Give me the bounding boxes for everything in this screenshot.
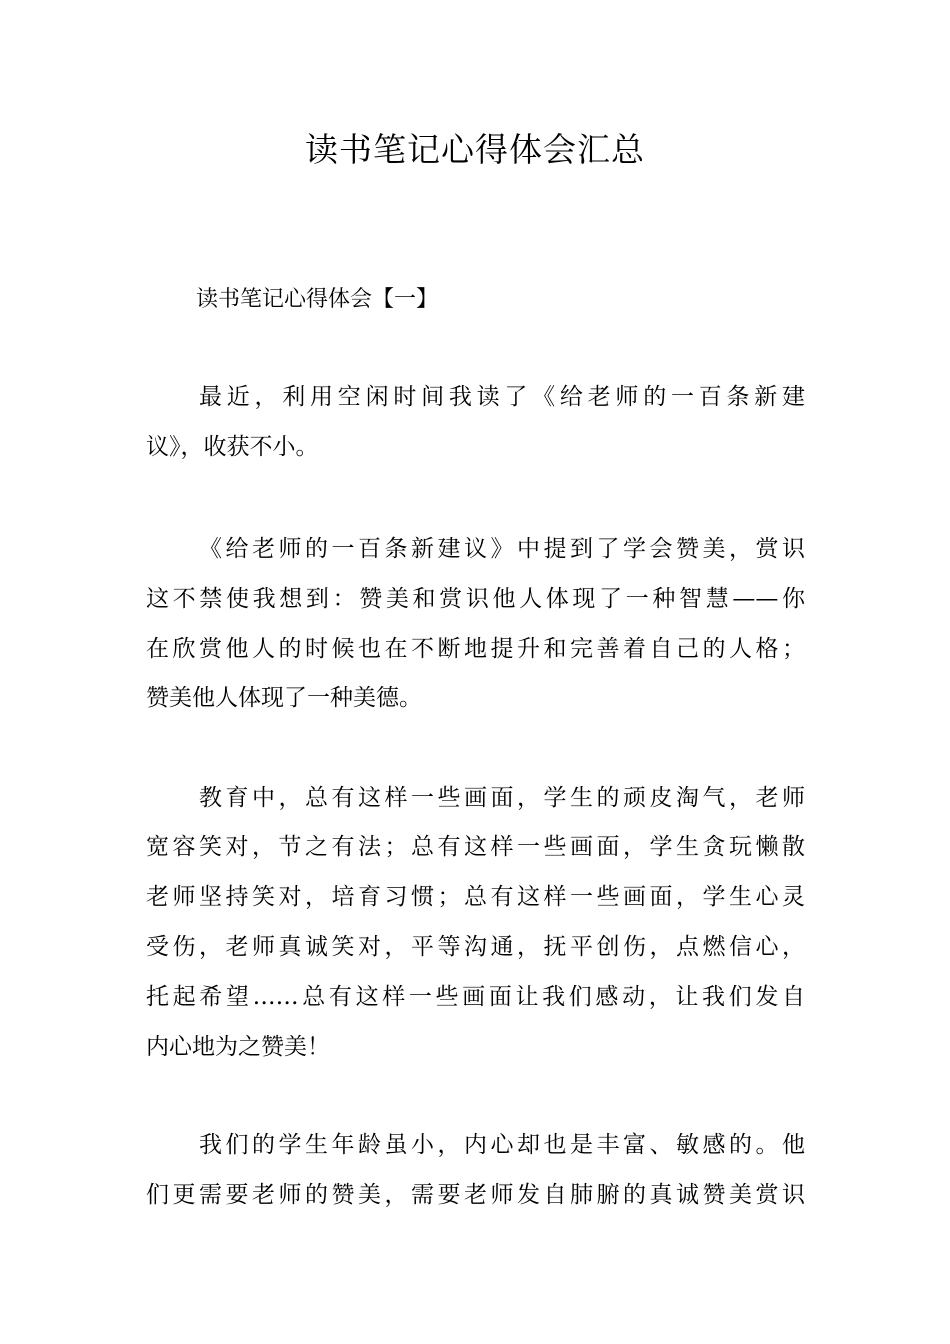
paragraph-3-line-5: 托起希望……总有这样一些画面让我们感动，让我们发自 xyxy=(146,984,805,1010)
paragraph-3-line-4: 受伤，老师真诚笑对，平等沟通，抚平创伤，点燃信心， xyxy=(146,934,805,960)
paragraph-1-line-1: 最近，利用空闲时间我读了《给老师的一百条新建 xyxy=(199,384,805,410)
section-heading: 读书笔记心得体会【一】 xyxy=(196,287,439,312)
paragraph-4-line-2: 们更需要老师的赞美，需要老师发自肺腑的真诚赞美赏识 xyxy=(146,1182,805,1208)
paragraph-2-line-4: 赞美他人体现了一种美德。 xyxy=(146,685,422,711)
paragraph-3-line-1: 教育中，总有这样一些画面，学生的顽皮淘气，老师 xyxy=(199,785,805,811)
paragraph-2-line-3: 在欣赏他人的时候也在不断地提升和完善着自己的人格； xyxy=(146,636,805,662)
document-title: 读书笔记心得体会汇总 xyxy=(305,130,645,169)
paragraph-4-line-1: 我们的学生年龄虽小，内心却也是丰富、敏感的。他 xyxy=(199,1132,805,1158)
paragraph-3-line-2: 宽容笑对，节之有法；总有这样一些画面，学生贪玩懒散 xyxy=(146,834,805,860)
paragraph-1-line-2: 议》，收获不小。 xyxy=(146,434,319,460)
paragraph-2-line-2: 这不禁使我想到：赞美和赏识他人体现了一种智慧——你 xyxy=(146,586,805,612)
paragraph-2-line-1: 《给老师的一百条新建议》中提到了学会赞美，赏识 xyxy=(199,536,805,562)
paragraph-3-line-3: 老师坚持笑对，培育习惯；总有这样一些画面，学生心灵 xyxy=(146,884,805,910)
paragraph-3-line-6: 内心地为之赞美！ xyxy=(146,1034,330,1060)
